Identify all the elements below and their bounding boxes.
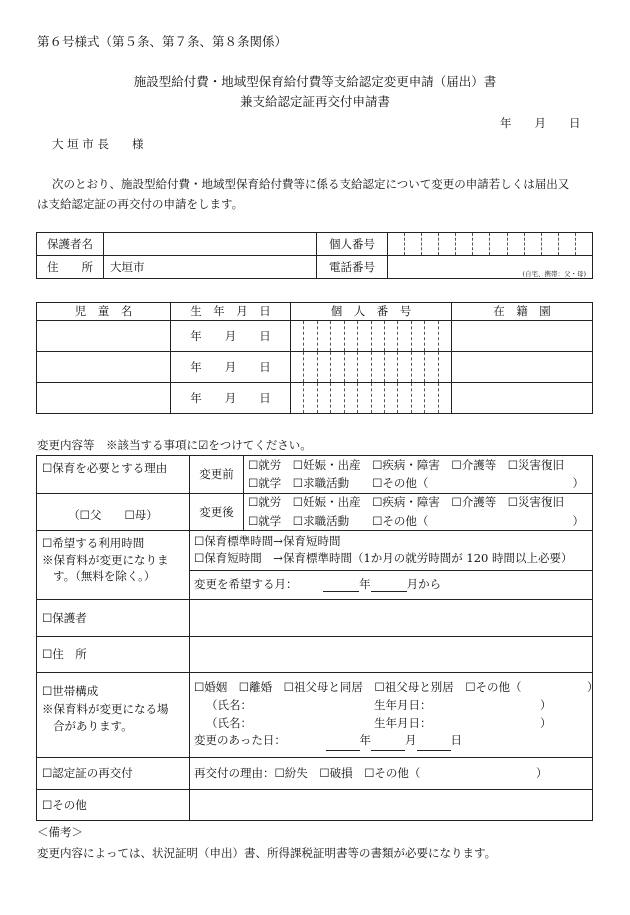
reason-label-cell[interactable] — [37, 456, 190, 494]
header-id-number: 個 人 番 号 — [291, 303, 452, 321]
guardian-address-field[interactable]: 大垣市 — [104, 256, 317, 279]
changed-date-label: 変更のあった日： — [194, 733, 286, 748]
child-school-field[interactable] — [452, 352, 593, 383]
form-subtitle: 兼支給認定証再交付申請書 — [239, 94, 390, 109]
household-options[interactable]: ☐婚姻 ☐離婚 ☐祖父母と同居 ☐祖父母と別居 ☐その他（ — [194, 679, 522, 694]
child-school-field[interactable] — [452, 321, 593, 352]
intro-line-1: 次のとおり、施設型給付費・地域型保育給付費等に係る支給認定について変更の申請若しくは届出又 — [52, 177, 570, 191]
address-change-field[interactable] — [190, 637, 593, 672]
guardian-change-field[interactable] — [190, 599, 593, 637]
changed-month-suffix: 月 — [405, 733, 417, 748]
household-person-1[interactable] — [194, 697, 592, 715]
household-note-1: ※保育料が変更になる場 — [42, 701, 169, 716]
child-school-field[interactable] — [452, 383, 593, 414]
household-label-cell[interactable] — [37, 672, 190, 758]
guardian-change-label[interactable]: ☐保護者 — [37, 599, 190, 637]
reissue-reason-cell[interactable] — [190, 758, 593, 789]
remarks-text: 変更内容によっては、状況証明（申出）書、所得課税証明書等の書類が必要になります。 — [37, 846, 497, 860]
changes-table — [36, 455, 599, 821]
child-name-field[interactable] — [37, 321, 171, 352]
address-change-label[interactable]: ☐住 所 — [37, 637, 190, 672]
before-close-paren: ） — [572, 476, 584, 491]
reissue-close-paren: ） — [536, 766, 548, 781]
guardian-phone-label: 電話番号 — [317, 256, 388, 279]
other-label[interactable]: ☐その他 — [37, 789, 190, 820]
form-title: 施設型給付費・地域型保育給付費等支給認定変更申請（届出）書 — [133, 74, 497, 89]
parents-cell[interactable]: （☐父 ☐母） — [37, 493, 190, 531]
changes-heading: 変更内容等 ※該当する事項に☑をつけてください。 — [37, 438, 312, 452]
header-birthdate: 生 年 月 日 — [171, 303, 291, 321]
hours-month-field[interactable] — [371, 577, 407, 592]
hours-label-cell[interactable] — [37, 531, 190, 600]
after-options-row2[interactable] — [244, 512, 593, 531]
other-field[interactable] — [190, 789, 593, 820]
form-number: 第６号様式（第５条、第７条、第８条関係） — [37, 34, 288, 49]
child-birthdate-field[interactable]: 年 月 日 — [171, 383, 291, 414]
remarks-title: ＜備考＞ — [37, 825, 83, 839]
after-options-row1[interactable]: ☐就労 ☐妊娠・出産 ☐疾病・障害 ☐介護等 ☐災害復旧 — [244, 493, 593, 512]
person-2-dob-label: 生年月日： — [374, 715, 432, 730]
changed-day-field[interactable] — [417, 732, 451, 751]
person-1-name-label: （氏名： — [206, 697, 252, 712]
before-options-row2[interactable] — [244, 474, 593, 493]
header-child-name: 児 童 名 — [37, 303, 171, 321]
reason-checkbox-label[interactable]: ☐保育を必要とする理由 — [42, 461, 168, 475]
child-id-field[interactable] — [291, 352, 452, 383]
hours-option-2[interactable]: ☐保育短時間 →保育標準時間（1か月の就労時間が 120 時間以上必要） — [194, 551, 573, 566]
guardian-id-label: 個人番号 — [317, 233, 388, 256]
after-options-other[interactable]: ☐就学 ☐求職活動 ☐その他（ — [248, 513, 429, 528]
changed-year-field[interactable] — [326, 732, 360, 751]
before-options-other[interactable]: ☐就学 ☐求職活動 ☐その他（ — [248, 476, 429, 491]
hours-checkbox-label[interactable]: ☐希望する利用時間 — [42, 536, 145, 551]
header-enrolled-school: 在 籍 園 — [452, 303, 593, 321]
child-id-field[interactable] — [291, 383, 452, 414]
changed-month-field[interactable] — [371, 732, 405, 751]
month-suffix: 月から — [406, 577, 442, 592]
household-checkbox-label[interactable]: ☐世帯構成 — [42, 683, 99, 698]
guardian-table — [36, 232, 593, 279]
date-field[interactable]: 年 月 日 — [500, 116, 581, 130]
reissue-label[interactable]: ☐認定証の再交付 — [37, 758, 190, 789]
child-id-field[interactable] — [291, 321, 452, 352]
household-note-2: 合があります。 — [53, 719, 133, 734]
year-suffix: 年 — [359, 577, 371, 592]
household-options-cell[interactable] — [190, 672, 599, 758]
changed-year-suffix: 年 — [359, 733, 372, 748]
hours-month-cell[interactable] — [190, 570, 593, 599]
after-close-paren: ） — [572, 513, 584, 528]
hours-month-prefix: 変更を希望する月： — [194, 577, 298, 592]
hours-option-1[interactable]: ☐保育標準時間→保育短時間 — [194, 534, 341, 549]
child-name-field[interactable] — [37, 383, 171, 414]
person-2-name-label: （氏名： — [206, 715, 252, 730]
child-birthdate-field[interactable]: 年 月 日 — [171, 321, 291, 352]
before-options-row1[interactable]: ☐就労 ☐妊娠・出産 ☐疾病・障害 ☐介護等 ☐災害復旧 — [244, 456, 593, 475]
addressee: 大 垣 市 長 様 — [52, 137, 144, 151]
child-birthdate-field[interactable]: 年 月 日 — [171, 352, 291, 383]
after-label: 変更後 — [190, 493, 244, 531]
hours-options-cell[interactable] — [190, 531, 593, 571]
guardian-phone-field[interactable]: (自宅、携帯：父・母) — [388, 256, 593, 279]
guardian-name-field[interactable] — [104, 233, 317, 256]
intro-line-2: は支給認定証の再交付の申請をします。 — [37, 197, 244, 211]
household-changed-date[interactable] — [194, 732, 592, 751]
person-1-close-paren: ） — [540, 697, 552, 712]
guardian-id-field[interactable] — [388, 233, 593, 256]
child-name-field[interactable] — [37, 352, 171, 383]
hours-note-2: す。（無料を除く。） — [53, 569, 156, 584]
person-2-close-paren: ） — [540, 715, 552, 730]
before-label: 変更前 — [190, 456, 244, 494]
household-person-2[interactable] — [194, 715, 592, 733]
hours-year-field[interactable] — [323, 577, 359, 592]
guardian-name-label: 保護者名 — [37, 233, 104, 256]
children-table — [36, 302, 593, 414]
reissue-reason-options[interactable]: 再交付の理由：☐紛失 ☐破損 ☐その他（ — [194, 766, 421, 781]
hours-note-1: ※保育料が変更になりま — [42, 552, 169, 567]
person-1-dob-label: 生年月日： — [374, 697, 432, 712]
household-close-paren: ） — [587, 679, 599, 694]
guardian-address-label: 住 所 — [37, 256, 104, 279]
changed-day-suffix: 日 — [450, 733, 463, 748]
